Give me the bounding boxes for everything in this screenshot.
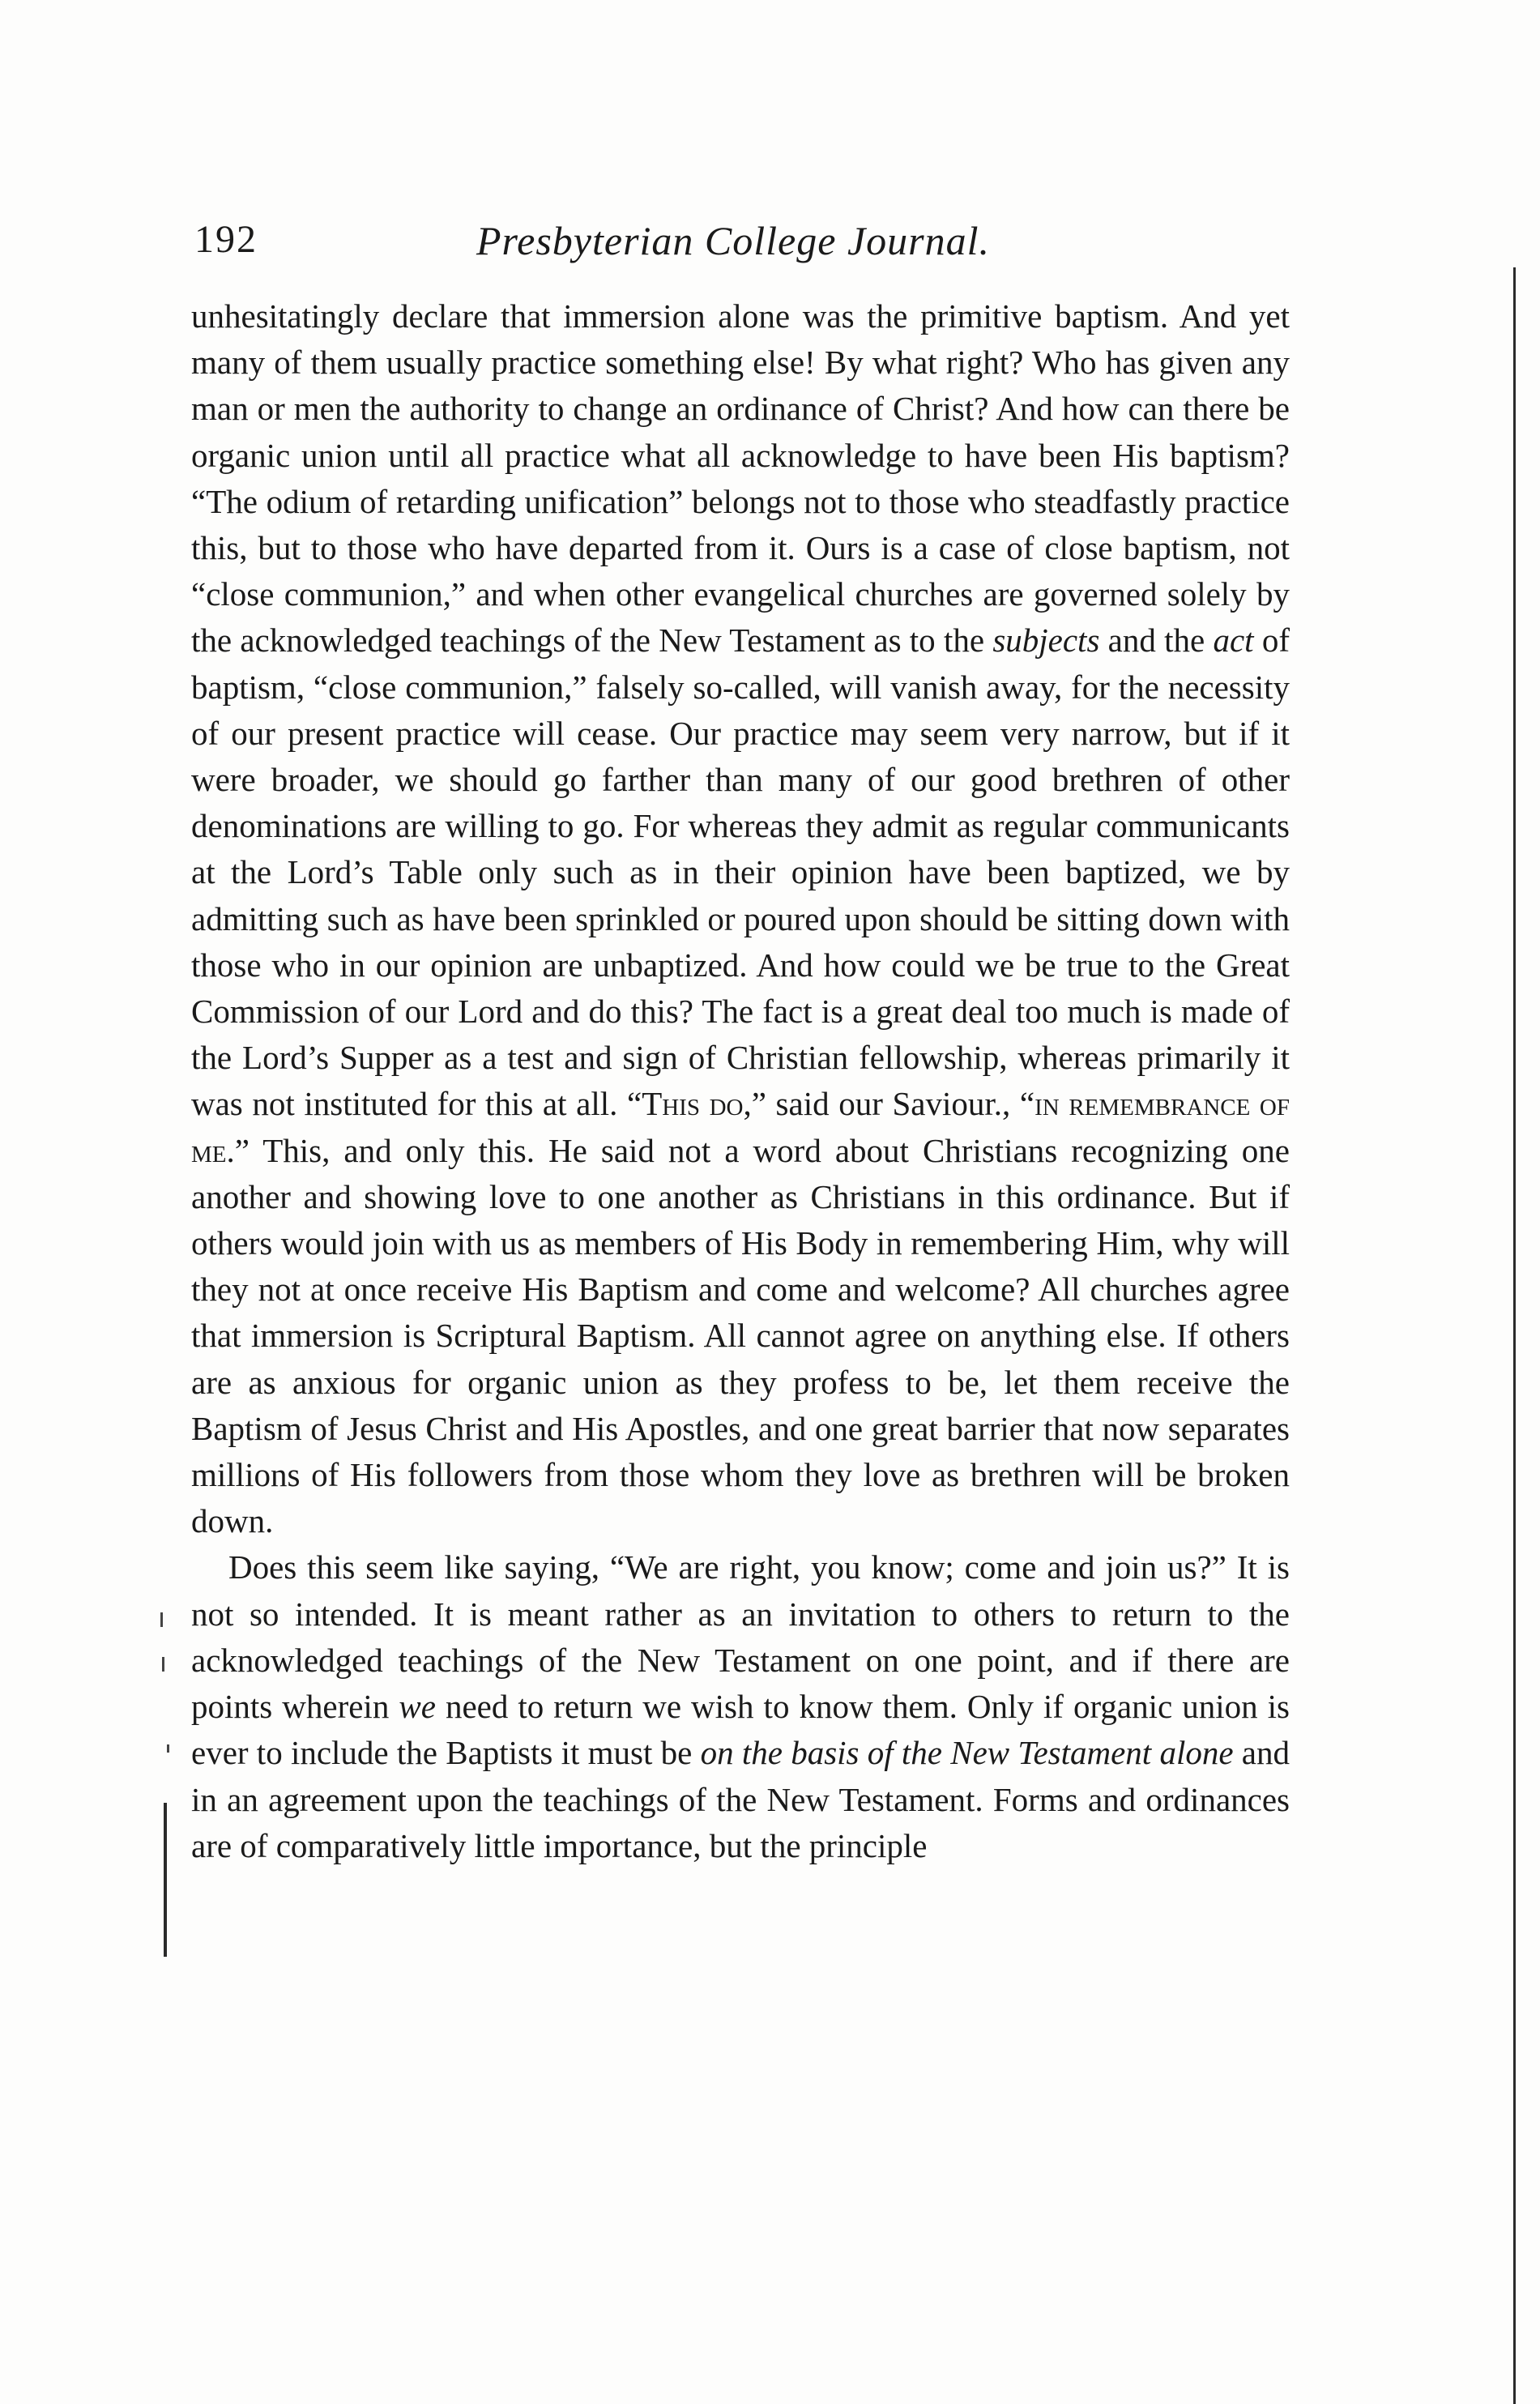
- paragraph-1-text-5: This, and only this. He said not a word about Christians recognizing one another and showing love to one another as Christians in this ordinance. But if others would join with us as members of His Body in remembering Him, why will they not at once receive His Baptism and come and welcome? All churches agree that immersion is Scriptural Baptism. All cannot agree on anything else. If others are as anxious for organic union as they profess to be, let them receive the Baptism of Jesus Christ and His Apostles, and one great barrier that now separates millions of His followers from those whom they love as brethren will be broken down.: [191, 1131, 1290, 1540]
- margin-mark: [162, 1657, 164, 1672]
- emphasis-we: we: [399, 1688, 436, 1726]
- emphasis-subjects: subjects: [992, 621, 1100, 660]
- quote-in-remembrance: “in remembrance of me.”: [191, 1085, 1290, 1169]
- quote-this-do: “This do,”: [627, 1085, 766, 1123]
- margin-mark: [160, 1612, 163, 1627]
- paragraph-1-text-3: of baptism, “close communion,” falsely so-called, will vanish away, for the necessity of our present practice will cease. Our practice may seem very narrow, but if it were broader, we should go farther than many of our good brethren of other denominations are willing to go. For whereas they admit as regular communicants at the Lord’s Table only such as in their opinion have been baptized, we by admitting such as have been sprinkled or poured upon should be sitting down with those who in our opinion are unbaptized. And how could we be true to the Great Commission of our Lord and do this? The fact is a great deal too much is made of the Lord’s Supper as a test and sign of Christian fellowship, whereas primarily it was not instituted for this at all.: [191, 621, 1290, 1123]
- paragraph-2-text-3: and in an agreement upon the teachings of the New Testament. Forms and ordinances are of comparatively little importance, but the principle: [191, 1734, 1290, 1864]
- paragraph-2-text-2: need to return we wish to know them. Only if organic union is ever to include the Baptists it must be: [191, 1688, 1290, 1772]
- page-edge-line: [1513, 267, 1516, 2404]
- paragraph-1-text-1: unhesitatingly declare that immersion alone was the primitive baptism. And yet many of them usually practice something else! By what right? Who has given any man or men the authority to change an ordinance of Christ? And how can there be organic union until all practice what all acknowledge to have been His baptism? “The odium of retarding unification” belongs not to those who steadfastly practice this, but to those who have departed from it. Ours is a case of close baptism, not “close communion,” and when other evangelical churches are governed solely by the acknowledged teachings of the New Testament as to the: [191, 297, 1290, 660]
- emphasis-act: act: [1213, 621, 1254, 660]
- running-title: Presbyterian College Journal.: [476, 218, 990, 263]
- article-body: [191, 293, 1290, 1869]
- emphasis-basis: on the basis of the New Testament alone: [700, 1734, 1234, 1772]
- paragraph-2-text-1: Does this seem like saying, “We are right, you know; come and join us?” It is not so intended. It is meant rather as an invitation to others to return to the acknowledged teachings of the New Testament on one point, and if there are points wherein: [191, 1548, 1290, 1726]
- paragraph-1-text-4: said our Saviour.,: [766, 1085, 1020, 1123]
- page-header: [194, 217, 1272, 274]
- paragraph-1-text-2: and the: [1099, 621, 1214, 660]
- paragraph-2: [191, 1544, 1290, 1868]
- margin-mark: [167, 1744, 169, 1753]
- margin-annotation-bar: [164, 1803, 167, 1957]
- page-number: 192: [194, 218, 258, 261]
- paragraph-1: [191, 293, 1290, 1544]
